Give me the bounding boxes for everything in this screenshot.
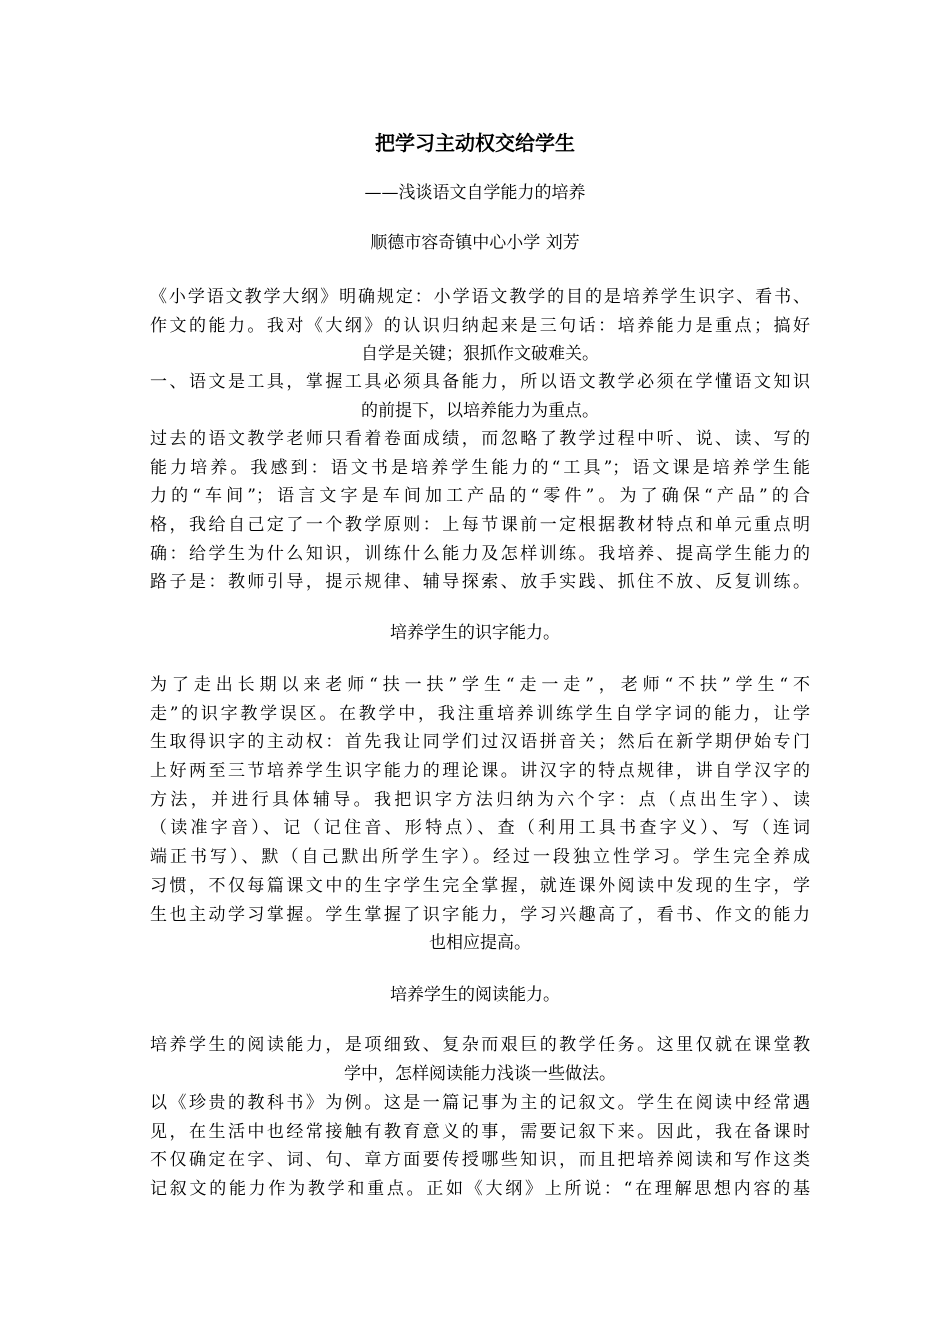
text-line: 确：给学生为什么知识，训练什么能力及怎样训练。我培养、提高学生能力的 — [150, 543, 810, 564]
text-line: 生取得识字的主动权：首先我让同学们过汉语拼音关；然后在新学期伊始专门 — [150, 732, 810, 753]
text-line: 不仅确定在字、词、句、章方面要传授哪些知识，而且把培养阅读和写作这类 — [150, 1150, 810, 1171]
document-subtitle: ——浅谈语文自学能力的培养 — [364, 183, 586, 203]
text-line: 《小学语文教学大纲》明确规定：小学语文教学的目的是培养学生识字、看书、 — [150, 287, 810, 307]
text-line: 方法，并进行具体辅导。我把识字方法归纳为六个字：点（点出生字）、读 — [150, 789, 810, 810]
text-line: （读准字音）、记（记住音、形特点）、查（利用工具书查字义）、写（连词 — [150, 818, 810, 839]
text-line: 习惯，不仅每篇课文中的生字学生完全掌握，就连课外阅读中发现的生字，学 — [150, 875, 810, 896]
text-line: 格，我给自己定了一个教学原则：上每节课前一定根据教材特点和单元重点明 — [150, 515, 810, 536]
text-line: 见，在生活中也经常接触有教育意义的事，需要记叙下来。因此，我在备课时 — [150, 1121, 810, 1142]
text-line: 的前提下，以培养能力为重点。 — [361, 400, 599, 421]
text-line: 记叙文的能力作为教学和重点。正如《大纲》上所说：“在理解思想内容的基 — [150, 1179, 810, 1200]
section-one-heading — [150, 368, 810, 425]
past-teaching-paragraph — [150, 425, 810, 597]
text-line: 为了走出长期以来老师“扶一扶”学生“走一走”，老师“不扶”学生“不 — [150, 675, 810, 695]
text-line: 培养学生的阅读能力，是项细致、复杂而艰巨的教学任务。这里仅就在课堂教 — [150, 1035, 810, 1055]
text-line: 作文的能力。我对《大纲》的认识归纳起来是三句话：培养能力是重点；搞好 — [150, 315, 810, 336]
text-line: 也相应提高。 — [429, 933, 531, 954]
text-line: 路子是：教师引导，提示规律、辅导探索、放手实践、抓住不放、反复训练。 — [150, 572, 810, 593]
literacy-heading: 培养学生的识字能力。 — [390, 623, 560, 643]
author-line: 顺德市容奇镇中心小学 刘芳 — [370, 233, 580, 253]
text-line: 能力培养。我感到：语文书是培养学生能力的“工具”；语文课是培养学生能 — [150, 457, 810, 478]
literacy-paragraph — [150, 671, 810, 958]
example-paragraph — [150, 1089, 810, 1204]
document-title: 把学习主动权交给学生 — [375, 131, 575, 155]
text-line: 一、语文是工具，掌握工具必须具备能力，所以语文教学必须在学懂语文知识 — [150, 372, 810, 392]
text-line: 上好两至三节培养学生识字能力的理论课。讲汉字的特点规律，讲自学汉字的 — [150, 761, 810, 782]
text-line: 力的“车间”；语言文字是车间加工产品的“零件”。为了确保“产品”的合 — [150, 486, 810, 507]
reading-intro-paragraph — [150, 1031, 810, 1088]
text-line: 以《珍贵的教科书》为例。这是一篇记事为主的记叙文。学生在阅读中经常遇 — [150, 1093, 810, 1113]
text-line: 过去的语文教学老师只看着卷面成绩，而忽略了教学过程中听、说、读、写的 — [150, 429, 810, 449]
text-line: 自学是关键；狠抓作文破难关。 — [361, 344, 599, 365]
reading-heading: 培养学生的阅读能力。 — [390, 985, 560, 1005]
intro-paragraph — [150, 283, 810, 369]
text-line: 走”的识字教学误区。在教学中，我注重培养训练学生自学字词的能力，让学 — [150, 703, 810, 724]
text-line: 生也主动学习掌握。学生掌握了识字能力，学习兴趣高了，看书、作文的能力 — [150, 904, 810, 925]
text-line: 学中，怎样阅读能力浅谈一些做法。 — [344, 1063, 616, 1084]
text-line: 端正书写）、默（自己默出所学生字）。经过一段独立性学习。学生完全养成 — [150, 847, 810, 868]
